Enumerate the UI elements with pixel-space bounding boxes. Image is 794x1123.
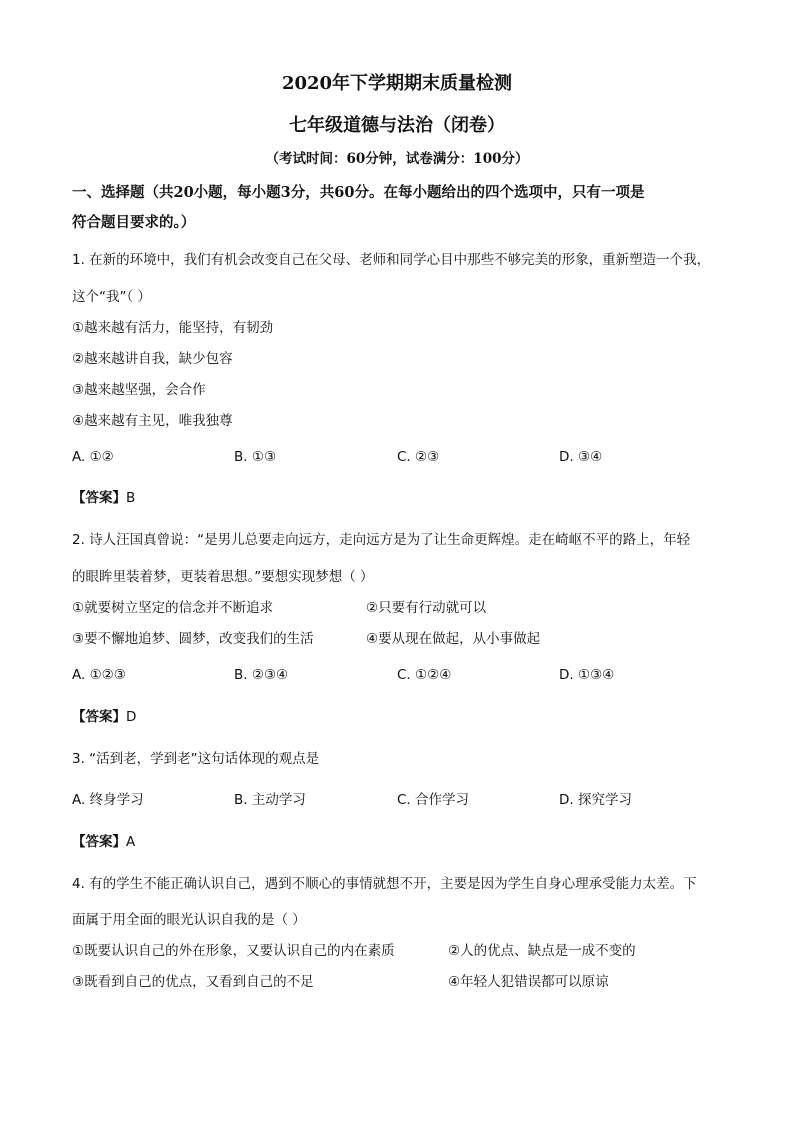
option-b: B. 主动学习: [234, 792, 306, 808]
statement-1: ①就要树立坚定的信念并不断追求: [72, 600, 274, 616]
option-a: A. 终身学习: [72, 792, 144, 808]
statement-4: ④越来越有主见，唯我独尊: [72, 413, 233, 429]
statement-2: ②人的优点、缺点是一成不变的: [448, 943, 636, 959]
statement-4: ④年轻人犯错误都可以原谅: [448, 974, 609, 990]
statement-1: ①越来越有活力，能坚持，有韧劲: [72, 320, 274, 336]
exam-title: 2020年下学期期末质量检测: [281, 73, 513, 94]
answer-label: 【答案】: [72, 490, 126, 506]
statement-1: ①既要认识自己的外在形象，又要认识自己的内在素质: [72, 943, 395, 959]
answer-line: [72, 833, 135, 851]
answer-value: B: [126, 490, 136, 506]
question-stem-line2: 这个“我”（ ）: [72, 289, 152, 305]
statement-3: ③要不懈地追梦、圆梦，改变我们的生活: [72, 631, 314, 647]
statement-3: ③越来越坚强，会合作: [72, 382, 206, 398]
option-c: C. ①②④: [397, 667, 452, 683]
option-b: B. ②③④: [234, 667, 289, 683]
option-a: A. ①②: [72, 449, 114, 465]
section-heading-line2: 符合题目要求的。）: [72, 214, 196, 231]
statement-2: ②只要有行动就可以: [366, 600, 487, 616]
answer-value: A: [126, 834, 136, 850]
question-stem-line1: 1. 在新的环境中，我们有机会改变自己在父母、老师和同学心目中那些不够完美的形象，重新塑造一个我，: [72, 252, 711, 268]
statement-4: ④要从现在做起，从小事做起: [366, 631, 541, 647]
question-stem-line2: 的眼眸里装着梦，更装着思想。”要想实现梦想（ ）: [72, 569, 374, 585]
question-stem-line1: 2. 诗人汪国真曾说：“是男儿总要走向远方，走向远方是为了让生命更辉煌。走在崎岖不平的路上，年轻: [72, 532, 691, 548]
question-stem-line2: 面属于用全面的眼光认识自我的是（ ）: [72, 912, 306, 928]
option-c: C. ②③: [397, 449, 440, 465]
statement-3: ③既看到自己的优点，又看到自己的不足: [72, 974, 314, 990]
answer-line: [72, 489, 135, 507]
statement-2: ②越来越讲自我，缺少包容: [72, 351, 233, 367]
question-stem-line1: 4. 有的学生不能正确认识自己，遇到不顺心的事情就想不开，主要是因为学生自身心理承受能力太差。下: [72, 876, 697, 892]
exam-info: （考试时间：60分钟，试卷满分：100分）: [265, 151, 529, 167]
answer-label: 【答案】: [72, 709, 126, 725]
answer-value: D: [126, 709, 137, 725]
option-d: D. ①③④: [559, 667, 615, 683]
exam-subtitle: 七年级道德与法治（闭卷）: [289, 115, 505, 136]
option-c: C. 合作学习: [397, 792, 470, 808]
answer-label: 【答案】: [72, 834, 126, 850]
option-b: B. ①③: [234, 449, 277, 465]
question-stem-line1: 3. “活到老，学到老”这句话体现的观点是: [72, 751, 320, 767]
option-d: D. 探究学习: [559, 792, 632, 808]
option-a: A. ①②③: [72, 667, 126, 683]
answer-line: [72, 708, 136, 726]
section-heading-line1: 一、选择题（共20小题，每小题3分，共60分。在每小题给出的四个选项中，只有一项是: [72, 184, 645, 201]
option-d: D. ③④: [559, 449, 603, 465]
